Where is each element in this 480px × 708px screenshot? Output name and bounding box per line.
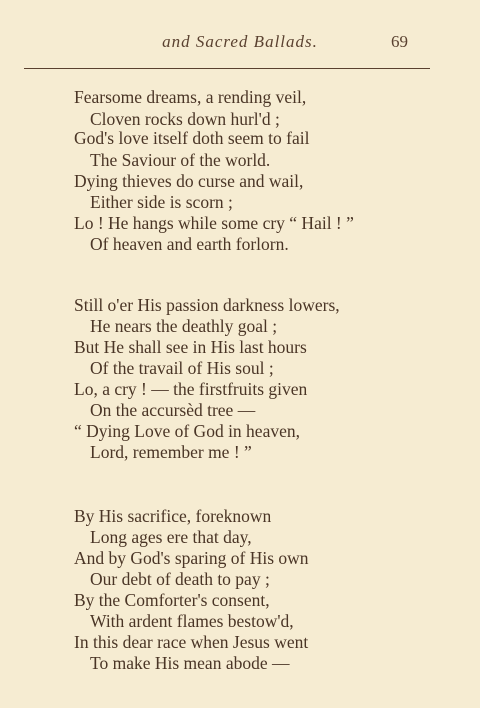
- page-number: 69: [391, 32, 408, 51]
- verse-line: Either side is scorn ;: [90, 192, 233, 212]
- verse-line: Fearsome dreams, a rending veil,: [74, 87, 307, 107]
- running-title: and Sacred Ballads.: [162, 32, 318, 51]
- verse-line: Lord, remember me ! ”: [90, 442, 252, 462]
- verse-line: In this dear race when Jesus went: [74, 632, 309, 652]
- verse-line: Long ages ere that day,: [90, 527, 252, 547]
- verse-line: God's love itself doth seem to fail: [74, 128, 310, 148]
- verse-line: He nears the deathly goal ;: [90, 316, 278, 336]
- verse-line: Lo, a cry ! — the firstfruits given: [74, 379, 308, 399]
- verse-line: Cloven rocks down hurl'd ;: [90, 109, 280, 129]
- verse-line: But He shall see in His last hours: [74, 337, 307, 357]
- verse-line: To make His mean abode —: [90, 653, 290, 673]
- verse-line: On the accursèd tree —: [90, 400, 256, 420]
- verse-line: “ Dying Love of God in heaven,: [74, 421, 300, 441]
- verse-line: Still o'er His passion darkness lowers,: [74, 295, 340, 315]
- verse-line: Our debt of death to pay ;: [90, 569, 270, 589]
- verse-line: By the Comforter's consent,: [74, 590, 270, 610]
- verse-line: With ardent flames bestow'd,: [90, 611, 294, 631]
- header-rule: [24, 68, 430, 69]
- verse-line: Lo ! He hangs while some cry “ Hail ! ”: [74, 213, 354, 233]
- verse-line: By His sacrifice, foreknown: [74, 506, 272, 526]
- verse-line: The Saviour of the world.: [90, 150, 271, 170]
- verse-line: Dying thieves do curse and wail,: [74, 171, 304, 191]
- verse-line: Of the travail of His soul ;: [90, 358, 274, 378]
- verse-line: And by God's sparing of His own: [74, 548, 309, 568]
- verse-line: Of heaven and earth forlorn.: [90, 234, 289, 254]
- page-header: [0, 32, 480, 62]
